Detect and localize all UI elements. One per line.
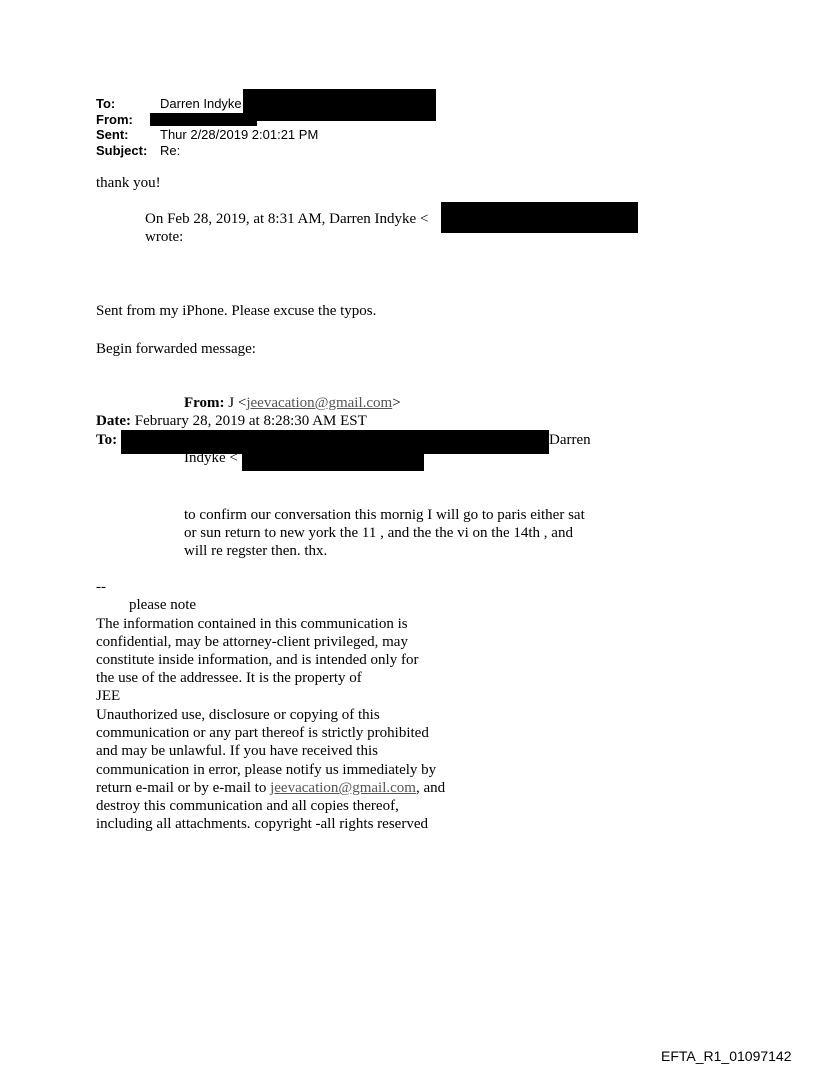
to-value: Darren Indyke [160,96,242,111]
disclaimer-line: including all attachments. copyright -all rights reserved [96,816,428,832]
document-id: EFTA_R1_01097142 [661,1048,792,1064]
sent-from-signature: Sent from my iPhone. Please excuse the typos. [96,303,377,319]
disclaimer-line: constitute inside information, and is intended only for [96,652,419,668]
forwarded-to-label: To: [96,432,118,448]
reply-text: thank you! [96,175,161,191]
forwarded-date-value: February 28, 2019 at 8:28:30 AM EST [134,413,367,429]
signature-dashes: -- [96,579,106,595]
signature-note: please note [129,597,197,613]
sent-value: Thur 2/28/2019 2:01:21 PM [160,127,319,142]
disclaimer-line: destroy this communication and all copies thereof, [96,798,399,814]
subject-label: Subject: [96,143,148,158]
forwarded-to-line2: Indyke < [184,450,238,466]
forwarded-from [184,395,401,412]
begin-forwarded: Begin forwarded message: [96,341,256,357]
disclaimer-line: communication or any part thereof is strictly prohibited [96,725,429,741]
disclaimer-line: The information contained in this communication is [96,616,408,632]
disclaimer-email-link[interactable]: jeevacation@gmail.com [270,780,416,796]
forwarded-from-label: From: [184,395,225,411]
forwarded-from-name: J < [228,395,247,411]
disclaimer-email-line [96,779,445,797]
redaction-box [242,454,424,471]
disclaimer-line: communication in error, please notify us immediately by [96,762,437,778]
from-label: From: [96,112,133,127]
redaction-box [243,89,436,121]
forwarded-date [96,413,367,430]
disclaimer-line: the use of the addressee. It is the property of [96,670,362,686]
forwarded-to-tail: Darren [549,432,591,448]
forwarded-date-label: Date: [96,413,131,429]
quote-wrote: wrote: [145,229,184,245]
redaction-box [441,202,638,233]
disclaimer-email-post: , and [415,780,446,796]
forwarded-message-line: will re regster then. thx. [184,543,328,559]
to-label: To: [96,96,116,111]
forwarded-from-email-link[interactable]: jeevacation@gmail.com [246,395,393,411]
sent-label: Sent: [96,127,129,142]
redaction-box [150,113,257,126]
disclaimer-line: confidential, may be attorney-client privileged, may [96,634,408,650]
subject-value: Re: [160,143,181,158]
disclaimer-line: and may be unlawful. If you have received this [96,743,378,759]
disclaimer-line: JEE [96,688,121,704]
disclaimer-email-pre: return e-mail or by e-mail to [96,780,271,796]
forwarded-message-line: or sun return to new york the 11 , and the the vi on the 14th , and [184,525,573,541]
forwarded-from-close: > [392,395,401,411]
disclaimer-line: Unauthorized use, disclosure or copying of this [96,707,380,723]
forwarded-message-line: to confirm our conversation this mornig I will go to paris either sat [184,507,585,523]
quote-attribution: On Feb 28, 2019, at 8:31 AM, Darren Indyke < [145,211,429,227]
